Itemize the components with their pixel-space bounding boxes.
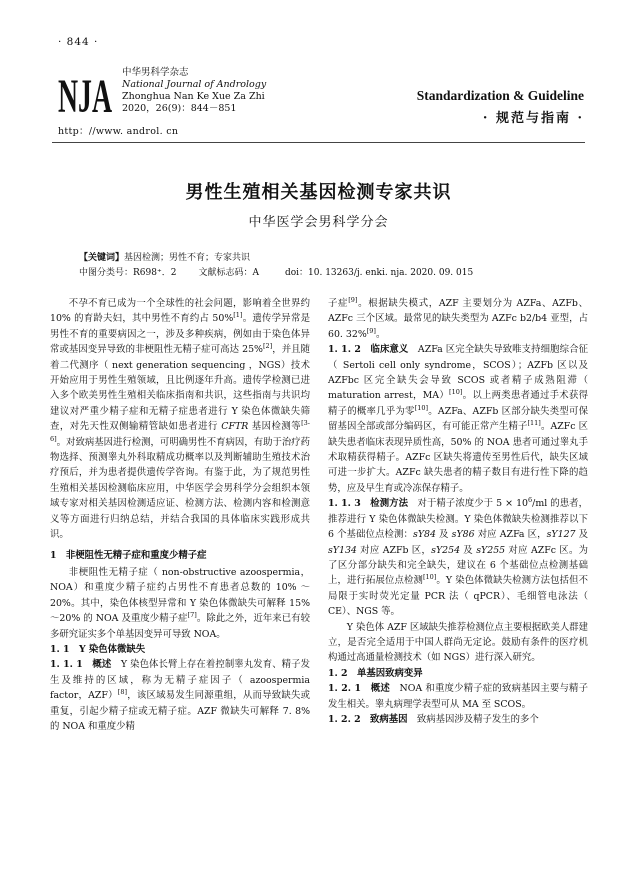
paragraph: 1. 1. 1 概述 Y 染色体长臂上存在着控制睾丸发育、精子发生及维持的区域，称为无精子症因子（ azoospermia factor，AZF）[8]，该区域易发生同源重组，从而导致缺失或重复，引起少精子症或无精子症。AZF 微缺失可解释 7. 8% 的 NOA 和重度少精	[50, 659, 310, 732]
subsubsection-heading: 1. 2. 1 概述	[328, 683, 390, 695]
citation[interactable]: [8]	[117, 688, 127, 697]
paragraph-intro: 不孕不育已成为一个全球性的社会问题，影响着全世界约 10% 的育龄夫妇，其中男性不育约占 50%[1]。遗传学异常是男性不育的重要病因之一，涉及多种疾病，例如由于染色体异常或基因变异导致的非梗阻性无精子症可高达 25%[2]，并且随着二代测序（ next generation sequencing ，NGS）技术开始应用于男性生殖领域，且比例逐年升高。遗传学检测已进入多个欧美男性生殖相关临床指南和共识，这些指南与共识均建议对严重少精子症和无精子症患者进行 Y 染色体微缺失筛查，对先天性双侧输精管缺如患者进行 CFTR 基因检测等[3-6]。对致病基因进行检测，可明确男性不育病因，有助于治疗药物选择、预测睾丸外科取精成功概率以及判断辅助生殖技术治疗预后，并为患者提供遗传学咨询。有鉴于此，为了规范男性生殖相关基因检测临床应用，中华医学会男科学分会组织本领域专家对相关基因检测适应证、检测方法、检测内容和检测意义等方面进行归纳总结，并结合我国的具体临床实践形成共识。	[50, 298, 311, 541]
citation[interactable]: [9]	[348, 295, 358, 304]
keywords-block	[79, 251, 473, 281]
paragraph: Y 染色体 AZF 区域缺失推荐检测位点主要根据欧美人群建立，是否完全适用于中国人群尚无定论。鼓励有条件的医疗机构通过高通量检测技术（如 NGS）进行深入研究。	[328, 621, 588, 664]
article-title: 男性生殖相关基因检测专家共识	[185, 182, 452, 203]
doc-code-label: 文献标志码：	[198, 268, 253, 278]
journal-pinyin: Zhonghua Nan Ke Xue Za Zhi	[122, 91, 265, 102]
category-cn: · 规范与指南 ·	[482, 111, 584, 126]
paragraph: 1. 1. 2 临床意义 AZFa 区完全缺失导致唯支持细胞综合征（ Sertoli cell only syndrome，SCOS）；AZFb 区以及 AZFbc 区完全缺失会导致 SCOS 或者精子成熟阻滞（ maturation arrest，MA）[10]。以上两类患者通过手术获得精子的概率几乎为零[10]。AZFa、AZFb 区部分缺失类型可保留基因全部或部分编码区，有可能正常产生精子[11]。AZFc 区缺失患者临床表现异质性高，50% 的 NOA 患者可通过睾丸手术取精获得精子。AZFc 区缺失将遗传至男性后代，缺失区域可进一步扩大。AZFc 缺失患者的精子数目有进行性下降的趋势，应及早生育或冷冻保存精子。	[328, 344, 588, 494]
citation[interactable]: [2]	[262, 342, 273, 351]
header-rule	[52, 142, 585, 143]
subsubsection-heading: 1. 1. 1 概述	[50, 659, 112, 671]
subsection-heading: 1. 1 Y 染色体微缺失	[50, 643, 146, 655]
paragraph: 1. 2. 2 致病基因 致病基因涉及精子发生的多个	[328, 713, 539, 725]
left-column	[50, 296, 310, 734]
paragraph: 1. 2. 1 概述 NOA 和重度少精子症的致病基因主要与精子发生相关。睾丸病理学表型可从 MA 至 SCOS。	[328, 683, 588, 710]
subsubsection-heading: 1. 2. 2 致病基因	[328, 713, 408, 725]
doi[interactable]: doi：10. 13263/j. enki. nja. 2020. 09. 015	[284, 268, 474, 278]
citation[interactable]: [7]	[187, 611, 197, 619]
clc-number: R698⁺．2	[133, 268, 177, 278]
subsubsection-heading: 1. 1. 3 检测方法	[328, 498, 409, 510]
section-heading: 1 非梗阻性无精子症和重度少精子症	[50, 549, 207, 561]
keywords-label: 【关键词】	[79, 253, 125, 263]
journal-name-en: National Journal of Andrology	[122, 79, 267, 90]
marker-name: sY134	[328, 544, 357, 556]
subsubsection-heading: 1. 1. 2 临床意义	[328, 344, 409, 356]
keywords-line	[79, 251, 473, 266]
journal-logo-text: NJA	[58, 70, 112, 118]
doc-code: A	[252, 268, 259, 278]
right-column	[328, 296, 588, 727]
journal-logo	[58, 66, 112, 118]
category-en: Standardization & Guideline	[416, 88, 584, 103]
article-author: 中华医学会男科学分会	[248, 215, 389, 230]
citation[interactable]: [11]	[527, 419, 541, 428]
keywords: 基因检测；男性不育；专家共识	[124, 253, 251, 263]
paragraph: 非梗阻性无精子症（ non-obstructive azoospermia，NOA）和重度少精子症约占男性不育患者总数的 10% ～20%。其中，染色体核型异常和 Y 染色体微缺失可解释 15% ～20% 的 NOA 及重度少精子症[7]。除此之外，近年来已有较多研究证实多个单基因变异可导致 NOA。	[50, 566, 310, 640]
paragraph: 子症[9]。根据缺失模式，AZF 主要划分为 AZFa、AZFb、AZFc 三个区域。最常见的缺失类型为 AZFc b2/b4 亚型，占 60. 32%[9]。	[328, 295, 588, 340]
marker-name: sY254	[431, 544, 461, 556]
citation[interactable]: [10]	[449, 388, 463, 397]
classification-line	[79, 266, 473, 281]
journal-info	[122, 67, 266, 115]
journal-issue: 2020，26(9)：844－851	[122, 103, 237, 114]
citation[interactable]: [10]	[422, 573, 437, 582]
gene-name: CFTR	[221, 421, 249, 433]
citation[interactable]: [3-6]	[50, 419, 311, 443]
citation[interactable]: [10]	[414, 403, 429, 412]
marker-name: sY86	[451, 529, 475, 541]
journal-name-cn: 中华男科学杂志	[122, 67, 189, 78]
marker-name: sY84	[413, 529, 436, 541]
marker-name: sY255	[476, 544, 506, 556]
subsection-heading: 1. 2 单基因致病变异	[328, 667, 423, 679]
paragraph: 1. 1. 3 检测方法 对于精子浓度少于 $5 \times 10^6/ml$ 的患者，推荐进行 Y 染色体微缺失检测。Y 染色体微缺失检测推荐以下 6 个基础位点检测：sY84 及 sY86 对应 AZFa 区，sY127 及 sY134 对应 AZFb 区，sY254 及 sY255 对应 AZFc 区。为了区分部分缺失和完全缺失，建议在 6 个基础位点检测基础上，进行拓展位点检测[10]。Y 染色体微缺失检测方法包括但不局限于实时荧光定量 PCR 法（ qPCR）、毛细管电泳法（ CE）、NGS 等。	[328, 496, 589, 618]
citation[interactable]: [1]	[233, 311, 243, 320]
page-number: · 844 ·	[58, 36, 99, 48]
citation[interactable]: [9]	[366, 326, 376, 335]
marker-name: sY127	[546, 529, 576, 541]
clc-label: 中图分类号：	[79, 268, 134, 278]
journal-url[interactable]: http：//www. androl. cn	[58, 126, 179, 137]
